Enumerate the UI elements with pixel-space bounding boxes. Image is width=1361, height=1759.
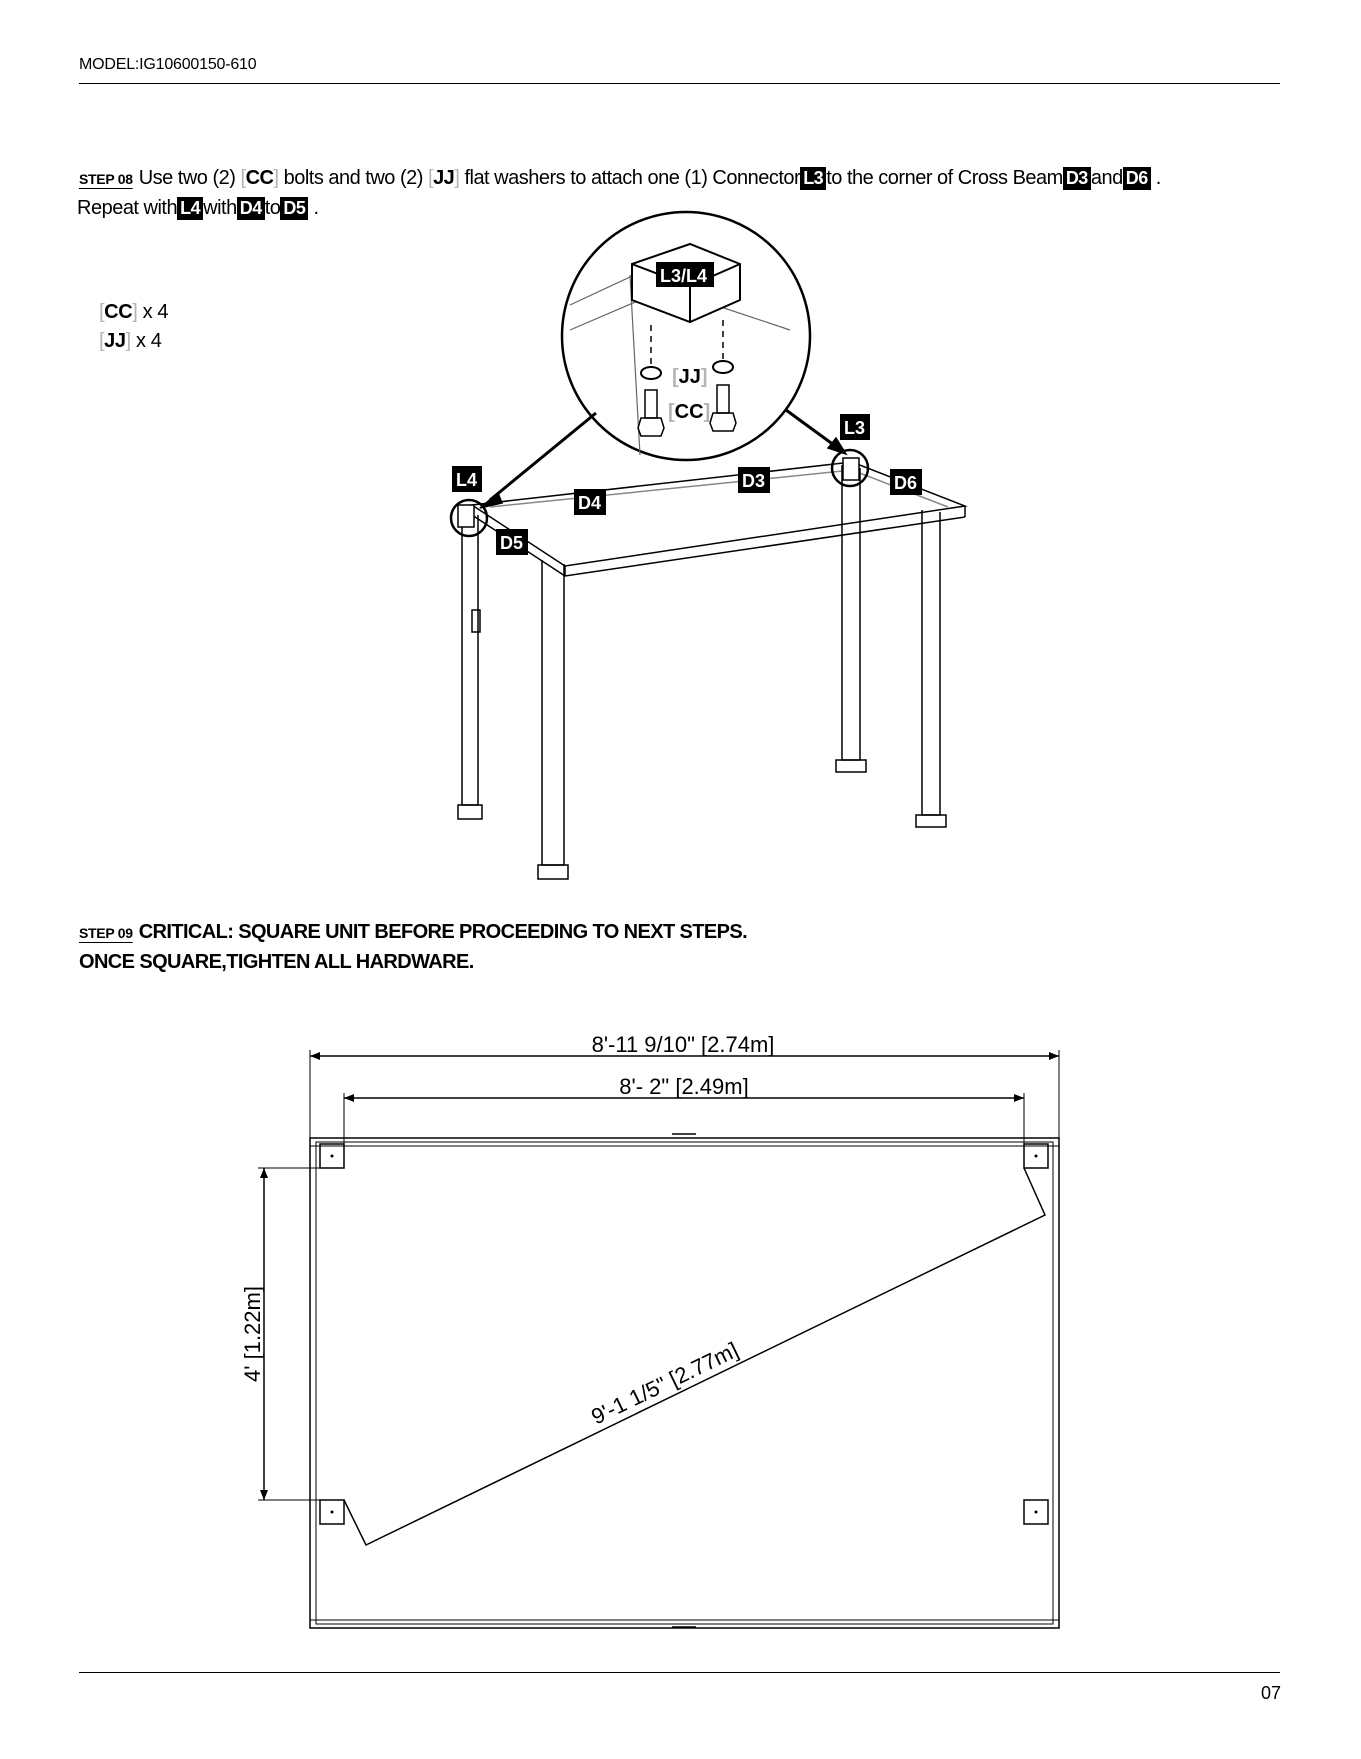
diagram-tag-l3 (840, 414, 870, 440)
inner-width-label: 8'- 2" [2.49m] (619, 1074, 749, 1099)
diagram-tag-d4 (574, 489, 606, 515)
svg-text:L4: L4 (456, 470, 478, 490)
detail-tag-l3-l4 (656, 262, 714, 287)
page-number: 07 (1261, 1683, 1282, 1703)
detail-jj-label: [JJ] (672, 366, 708, 388)
bolt-cc (717, 385, 729, 413)
step-09-label: STEP 09 (79, 925, 133, 941)
diagonal-label: 9'-1 1/5" [2.77m] (587, 1337, 743, 1430)
svg-text:L3/L4: L3/L4 (660, 266, 708, 286)
diagram-tag-l4 (452, 466, 482, 492)
svg-text:D5: D5 (500, 533, 524, 553)
model-number: MODEL:IG10600150-610 (79, 56, 257, 73)
step-08-label: STEP 08 (79, 171, 133, 187)
part-tag-d4: D4 (237, 197, 265, 220)
part-tag-d5: D5 (280, 197, 308, 220)
depth-label: 4' [1.22m] (240, 1286, 265, 1382)
part-tag-d6: D6 (1123, 167, 1151, 190)
step-08-instructions: STEP 08 Use two (2) [CC] bolts and two (2) [JJ] flat washers to attach one (1) Connector L3 to the corner of Cross Beam D3 and D6 . Repeat with L4 with D4 to D5 . (77, 167, 1161, 219)
bolt-cc (645, 390, 657, 418)
svg-text:D3: D3 (742, 471, 766, 491)
svg-text:D6: D6 (894, 473, 918, 493)
part-tag-l3: L3 (800, 167, 826, 190)
footer-rule (79, 1672, 1280, 1673)
svg-text:D4: D4 (578, 493, 602, 513)
outer-width-label: 8'-11 9/10" [2.74m] (591, 1032, 775, 1057)
detail-cc-label: [CC] (668, 401, 711, 423)
cc-code: CC (245, 167, 274, 189)
hardware-item: [CC] x 4 (99, 301, 169, 323)
diagram-tag-d6 (890, 469, 922, 495)
jj-code: JJ (433, 167, 455, 189)
part-tag-d3: D3 (1063, 167, 1091, 190)
svg-text:L3: L3 (844, 418, 866, 438)
diagram-tag-d5 (496, 529, 528, 555)
hardware-item: [JJ] x 4 (99, 330, 162, 352)
diagram-tag-d3 (738, 467, 770, 493)
part-tag-l4: L4 (177, 197, 203, 220)
step-09-instructions: STEP 09 CRITICAL: SQUARE UNIT BEFORE PROCEEDING TO NEXT STEPS. ONCE SQUARE,TIGHTEN ALL HARDWARE. (79, 921, 748, 973)
